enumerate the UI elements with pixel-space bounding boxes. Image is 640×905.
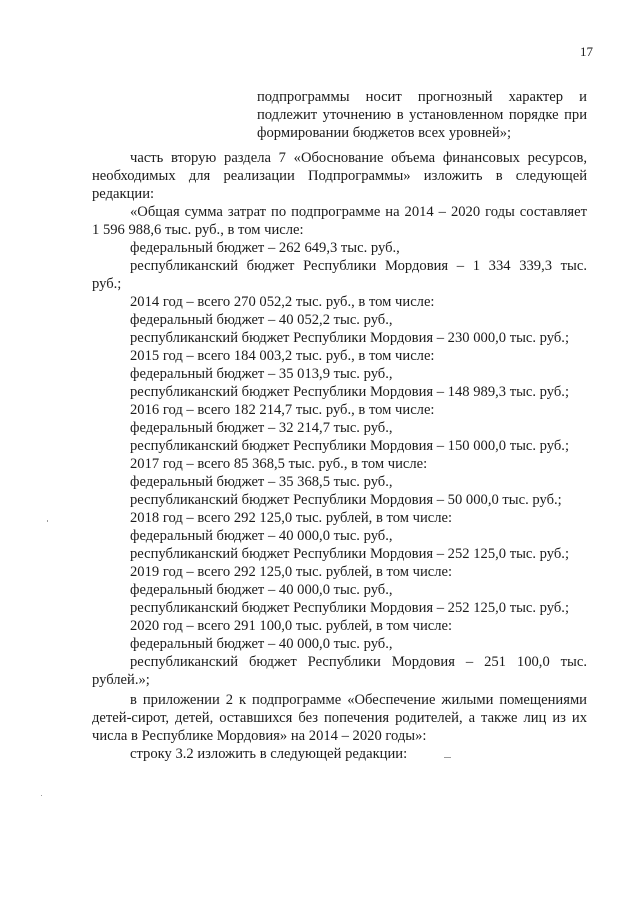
text-line: 2019 год – всего 292 125,0 тыс. рублей, в том числе:	[130, 564, 453, 580]
text-line: 2015 год – всего 184 003,2 тыс. руб., в том числе:	[130, 348, 435, 364]
text-line: республиканский бюджет Республики Мордовия – 230 000,0 тыс. руб.;	[130, 330, 570, 346]
scan-speck	[47, 520, 48, 522]
text-line: федеральный бюджет – 40 052,2 тыс. руб.,	[130, 312, 393, 328]
text-line: «Общая сумма затрат по подпрограмме на 2014 – 2020 годы составляет	[130, 204, 587, 220]
text-line: часть вторую раздела 7 «Обоснование объема финансовых ресурсов,	[130, 150, 587, 166]
text-line: 2016 год – всего 182 214,7 тыс. руб., в том числе:	[130, 402, 435, 418]
text-line: республиканский бюджет Республики Мордовия – 252 125,0 тыс. руб.;	[130, 600, 570, 616]
text-line: федеральный бюджет – 35 368,5 тыс. руб.,	[130, 474, 393, 490]
text-line: 1 596 988,6 тыс. руб., в том числе:	[92, 222, 304, 238]
text-line: республиканский бюджет Республики Мордовия – 251 100,0 тыс.	[130, 654, 587, 670]
text-line: федеральный бюджет – 40 000,0 тыс. руб.,	[130, 582, 393, 598]
text-line: руб.;	[92, 276, 122, 292]
text-line: федеральный бюджет – 262 649,3 тыс. руб.,	[130, 240, 400, 256]
scan-speck	[444, 757, 451, 758]
text-line: подпрограммы носит прогнозный характер и	[257, 89, 587, 105]
text-line: республиканский бюджет Республики Мордовия – 148 989,3 тыс. руб.;	[130, 384, 570, 400]
text-line: строку 3.2 изложить в следующей редакции:	[130, 746, 408, 762]
text-line: 2017 год – всего 85 368,5 тыс. руб., в том числе:	[130, 456, 428, 472]
text-line: 2014 год – всего 270 052,2 тыс. руб., в том числе:	[130, 294, 435, 310]
text-line: 2020 год – всего 291 100,0 тыс. рублей, в том числе:	[130, 618, 453, 634]
text-line: республиканский бюджет Республики Мордовия – 50 000,0 тыс. руб.;	[130, 492, 562, 508]
text-line: федеральный бюджет – 40 000,0 тыс. руб.,	[130, 636, 393, 652]
text-line: в приложении 2 к подпрограмме «Обеспечение жилыми помещениями	[130, 692, 587, 708]
text-line: федеральный бюджет – 35 013,9 тыс. руб.,	[130, 366, 393, 382]
text-line: федеральный бюджет – 40 000,0 тыс. руб.,	[130, 528, 393, 544]
text-line: детей-сирот, детей, оставшихся без попечения родителей, а также лиц из их	[92, 710, 587, 726]
text-line: федеральный бюджет – 32 214,7 тыс. руб.,	[130, 420, 393, 436]
text-line: рублей.»;	[92, 672, 150, 688]
text-line: республиканский бюджет Республики Мордовия – 252 125,0 тыс. руб.;	[130, 546, 570, 562]
scan-speck	[41, 795, 42, 796]
text-line: числа в Республике Мордовия» на 2014 – 2020 годы»:	[92, 728, 427, 744]
text-line: необходимых для реализации Подпрограммы» изложить в следующей	[92, 168, 587, 184]
text-line: подлежит уточнению в установленном порядке при	[257, 107, 587, 123]
text-line: формировании бюджетов всех уровней»;	[257, 125, 512, 141]
page-number: 17	[580, 44, 593, 59]
text-line: редакции:	[92, 186, 155, 202]
text-line: республиканский бюджет Республики Мордовия – 1 334 339,3 тыс.	[130, 258, 587, 274]
text-line: 2018 год – всего 292 125,0 тыс. рублей, в том числе:	[130, 510, 453, 526]
text-line: республиканский бюджет Республики Мордовия – 150 000,0 тыс. руб.;	[130, 438, 570, 454]
